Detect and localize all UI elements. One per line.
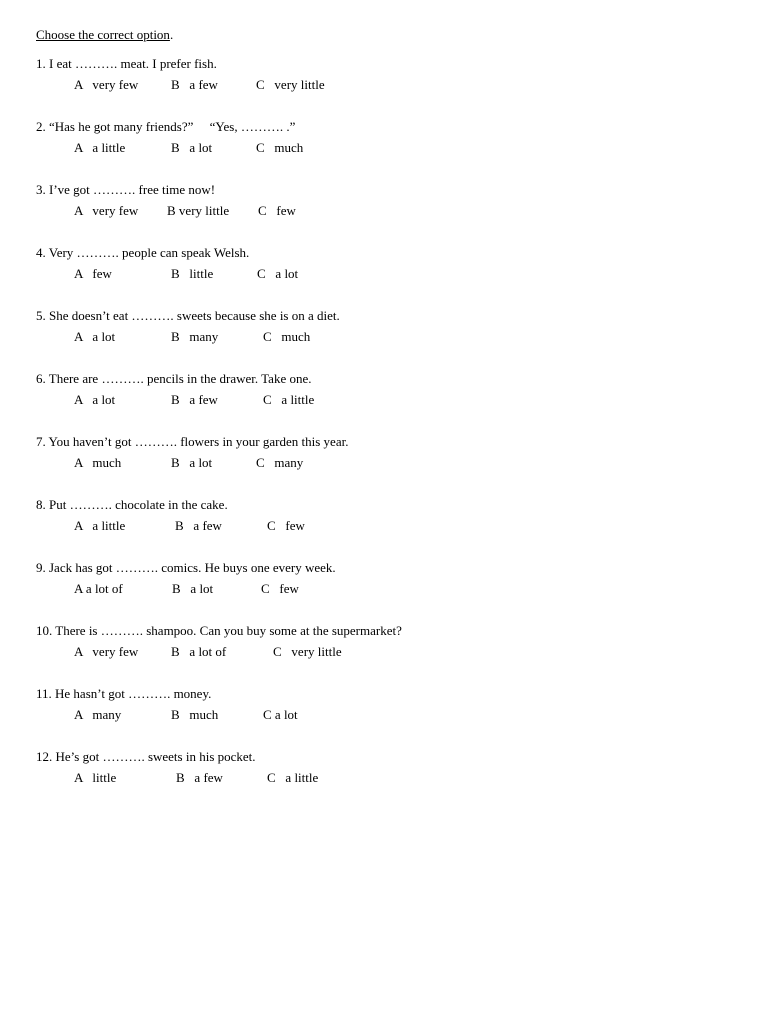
option-b: B many [171, 329, 219, 344]
option-c: C a lot [257, 266, 299, 281]
options-row [74, 455, 574, 473]
option-a: A very few [74, 644, 139, 659]
options-row [74, 329, 574, 347]
question-text: 2. “Has he got many friends?” “Yes, ………. .” [36, 119, 296, 134]
question-1 [0, 56, 768, 106]
question-text: 6. There are ………. pencils in the drawer. Take one. [36, 371, 312, 386]
option-c: C many [256, 455, 304, 470]
options-row [74, 581, 574, 599]
options-row [74, 770, 574, 788]
option-c: C a lot [263, 707, 298, 722]
instruction-suffix: . [169, 27, 174, 42]
option-a: A a little [74, 140, 126, 155]
question-text: 1. I eat ………. meat. I prefer fish. [36, 56, 217, 71]
options-row [74, 140, 574, 158]
option-b: B a few [171, 77, 218, 92]
option-a: A a lot [74, 329, 116, 344]
option-b: B a lot of [171, 644, 227, 659]
question-text: 8. Put ………. chocolate in the cake. [36, 497, 228, 512]
options-row [74, 707, 574, 725]
instruction-text: Choose the correct option [36, 27, 170, 42]
option-a: A much [74, 455, 122, 470]
question-text: 7. You haven’t got ………. flowers in your garden this year. [36, 434, 349, 449]
question-5 [0, 308, 768, 358]
instruction [36, 27, 173, 43]
option-a: A few [74, 266, 112, 281]
question-2 [0, 119, 768, 169]
option-a: A a little [74, 518, 126, 533]
question-11 [0, 686, 768, 736]
option-a: A many [74, 707, 122, 722]
option-b: B little [171, 266, 214, 281]
question-4 [0, 245, 768, 295]
option-a: A a lot of [74, 581, 123, 596]
option-c: C very little [273, 644, 342, 659]
question-10 [0, 623, 768, 673]
option-b: B a lot [171, 140, 213, 155]
question-text: 9. Jack has got ………. comics. He buys one every week. [36, 560, 336, 575]
option-b: B very little [167, 203, 230, 218]
options-row [74, 266, 574, 284]
option-b: B a few [175, 518, 222, 533]
option-c: C few [267, 518, 305, 533]
question-6 [0, 371, 768, 421]
question-7 [0, 434, 768, 484]
options-row [74, 77, 574, 95]
question-text: 5. She doesn’t eat ………. sweets because she is on a diet. [36, 308, 340, 323]
option-a: A little [74, 770, 117, 785]
question-12 [0, 749, 768, 799]
option-c: C a little [267, 770, 319, 785]
question-9 [0, 560, 768, 610]
option-b: B a lot [171, 455, 213, 470]
option-c: C much [256, 140, 304, 155]
option-c: C very little [256, 77, 325, 92]
option-c: C much [263, 329, 311, 344]
question-text: 3. I’ve got ………. free time now! [36, 182, 216, 197]
option-b: B a few [171, 392, 218, 407]
question-text: 10. There is ………. shampoo. Can you buy some at the supermarket? [36, 623, 402, 638]
option-b: B much [171, 707, 219, 722]
option-b: B a lot [172, 581, 214, 596]
option-c: C few [261, 581, 299, 596]
options-row [74, 518, 574, 536]
question-text: 12. He’s got ………. sweets in his pocket. [36, 749, 256, 764]
question-text: 4. Very ………. people can speak Welsh. [36, 245, 250, 260]
option-b: B a few [176, 770, 223, 785]
question-3 [0, 182, 768, 232]
option-c: C a little [263, 392, 315, 407]
option-a: A very few [74, 203, 139, 218]
options-row [74, 644, 574, 662]
option-a: A very few [74, 77, 139, 92]
options-row [74, 392, 574, 410]
question-text: 11. He hasn’t got ………. money. [36, 686, 212, 701]
question-8 [0, 497, 768, 547]
option-c: C few [258, 203, 296, 218]
option-a: A a lot [74, 392, 116, 407]
options-row [74, 203, 574, 221]
